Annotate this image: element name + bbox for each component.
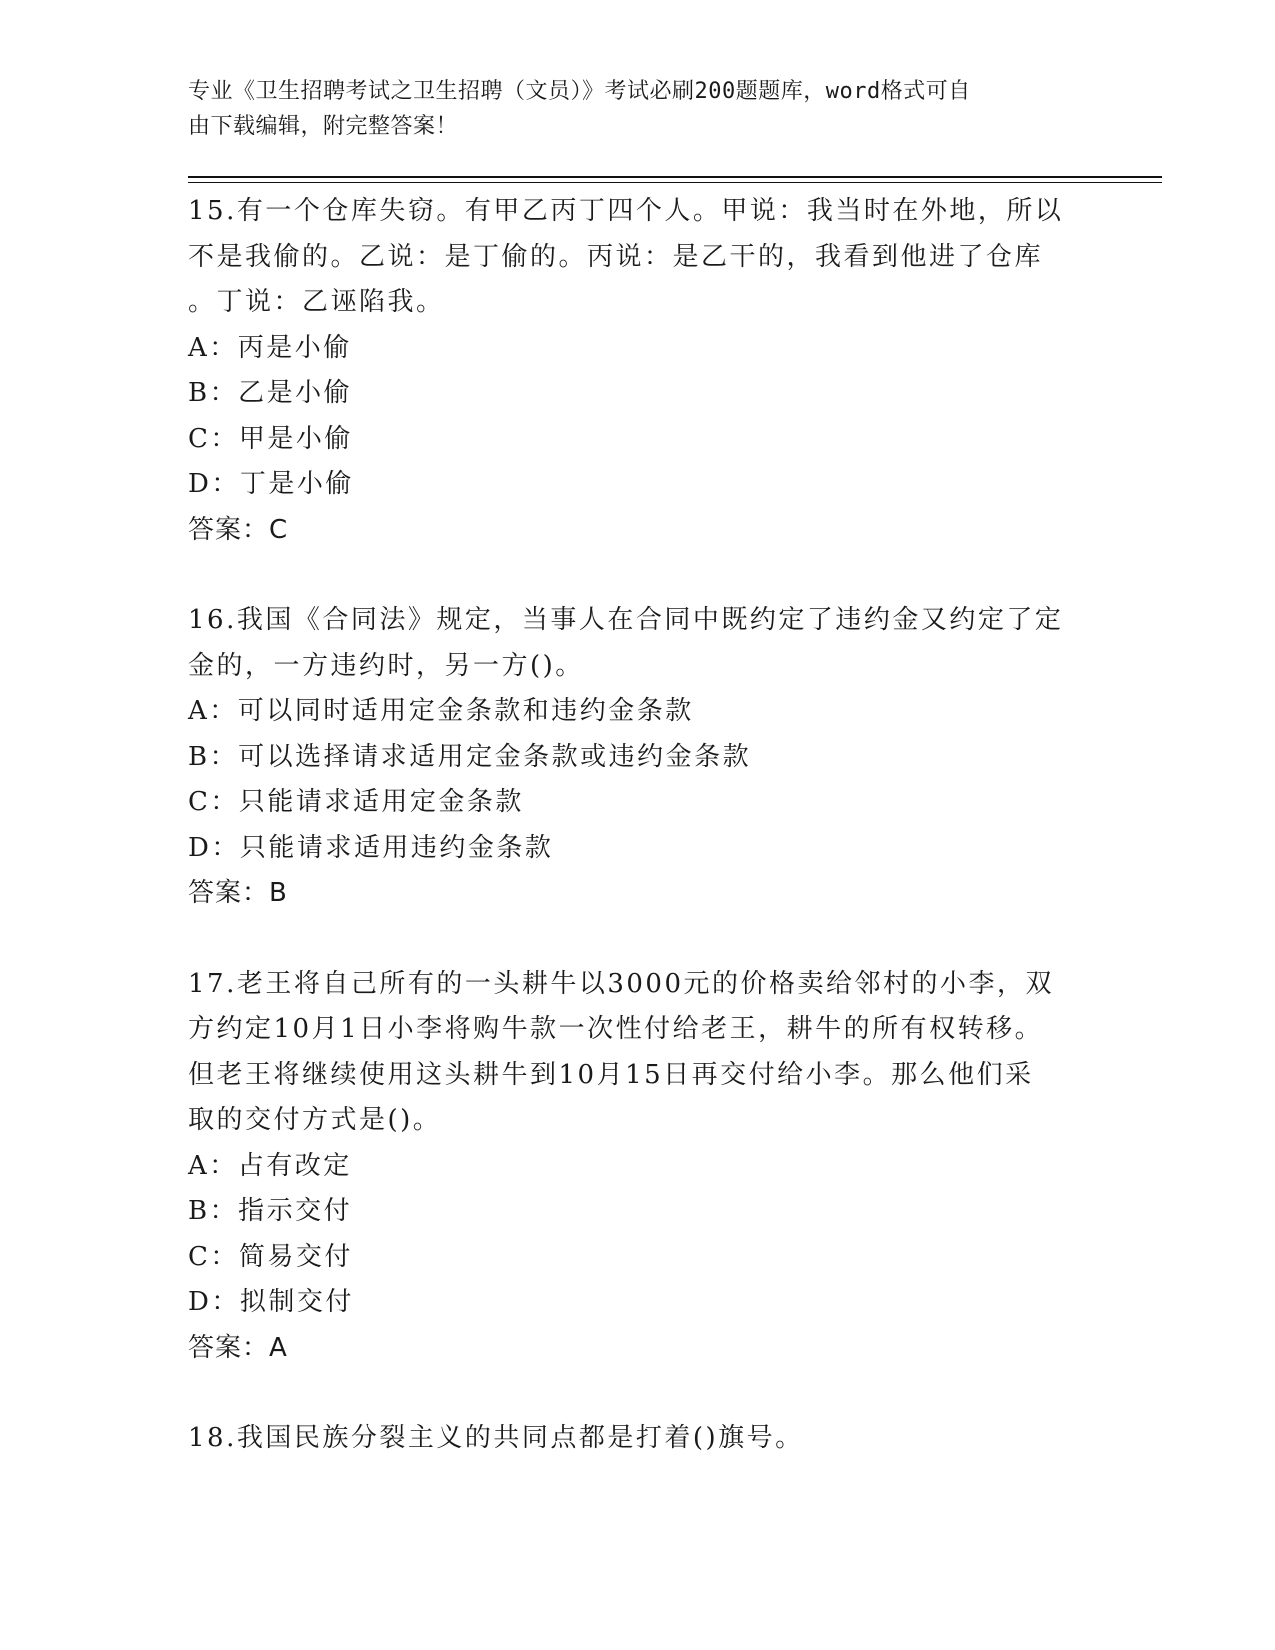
answer-option: A：丙是小偷: [188, 332, 352, 363]
question-block: [188, 189, 1088, 553]
question-text-line: 17.老王将自己所有的一头耕牛以3000元的价格卖给邻村的小李，双: [188, 968, 1055, 999]
question-text-line: 方约定10月1日小李将购牛款一次性付给老王，耕牛的所有权转移。: [188, 1014, 1044, 1044]
header-divider-thick: [188, 176, 1162, 178]
answer-option: D：丁是小偷: [188, 469, 354, 499]
answer-option: A：占有改定: [188, 1150, 352, 1181]
document-header: [188, 74, 1088, 144]
question-text-line: 。丁说：乙诬陷我。: [188, 287, 445, 317]
question-text-line: 取的交付方式是()。: [188, 1105, 442, 1135]
answer-option: B：乙是小偷: [188, 378, 353, 408]
question-text-line: 但老王将继续使用这头耕牛到10月15日再交付给小李。那么他们采: [188, 1059, 1034, 1090]
answer-option: C：简易交付: [188, 1241, 353, 1272]
question-text-line: 16.我国《合同法》规定，当事人在合同中既约定了违约金又约定了定: [188, 605, 1064, 635]
question-text-line: 18.我国民族分裂主义的共同点都是打着()旗号。: [188, 1423, 804, 1453]
answer-key: 答案：C: [188, 514, 289, 545]
answer-option: A：可以同时适用定金条款和违约金条款: [188, 696, 694, 726]
answer-key: 答案：B: [188, 878, 288, 908]
answer-option: D：只能请求适用违约金条款: [188, 832, 554, 863]
header-divider-thin: [188, 182, 1162, 183]
answer-key: 答案：A: [188, 1332, 288, 1363]
question-text-line: 15.有一个仓库失窃。有甲乙丙丁四个人。甲说：我当时在外地，所以: [188, 196, 1064, 226]
question-block: [188, 962, 1088, 1372]
question-list: [188, 189, 1088, 1507]
answer-option: D：拟制交付: [188, 1287, 354, 1317]
answer-option: B：指示交付: [188, 1196, 353, 1226]
answer-option: B：可以选择请求适用定金条款或违约金条款: [188, 741, 752, 772]
question-text-line: 金的，一方违约时，另一方()。: [188, 650, 584, 681]
question-block: [188, 1416, 1088, 1462]
question-block: [188, 598, 1088, 917]
header-line-1: 专业《卫生招聘考试之卫生招聘（文员）》考试必刷200题题库，word格式可自: [188, 79, 971, 104]
answer-option: C：甲是小偷: [188, 423, 353, 454]
answer-option: C：只能请求适用定金条款: [188, 787, 524, 817]
question-text-line: 不是我偷的。乙说：是丁偷的。丙说：是乙干的，我看到他进了仓库: [188, 241, 1044, 272]
header-line-2: 由下载编辑，附完整答案！: [188, 114, 459, 139]
